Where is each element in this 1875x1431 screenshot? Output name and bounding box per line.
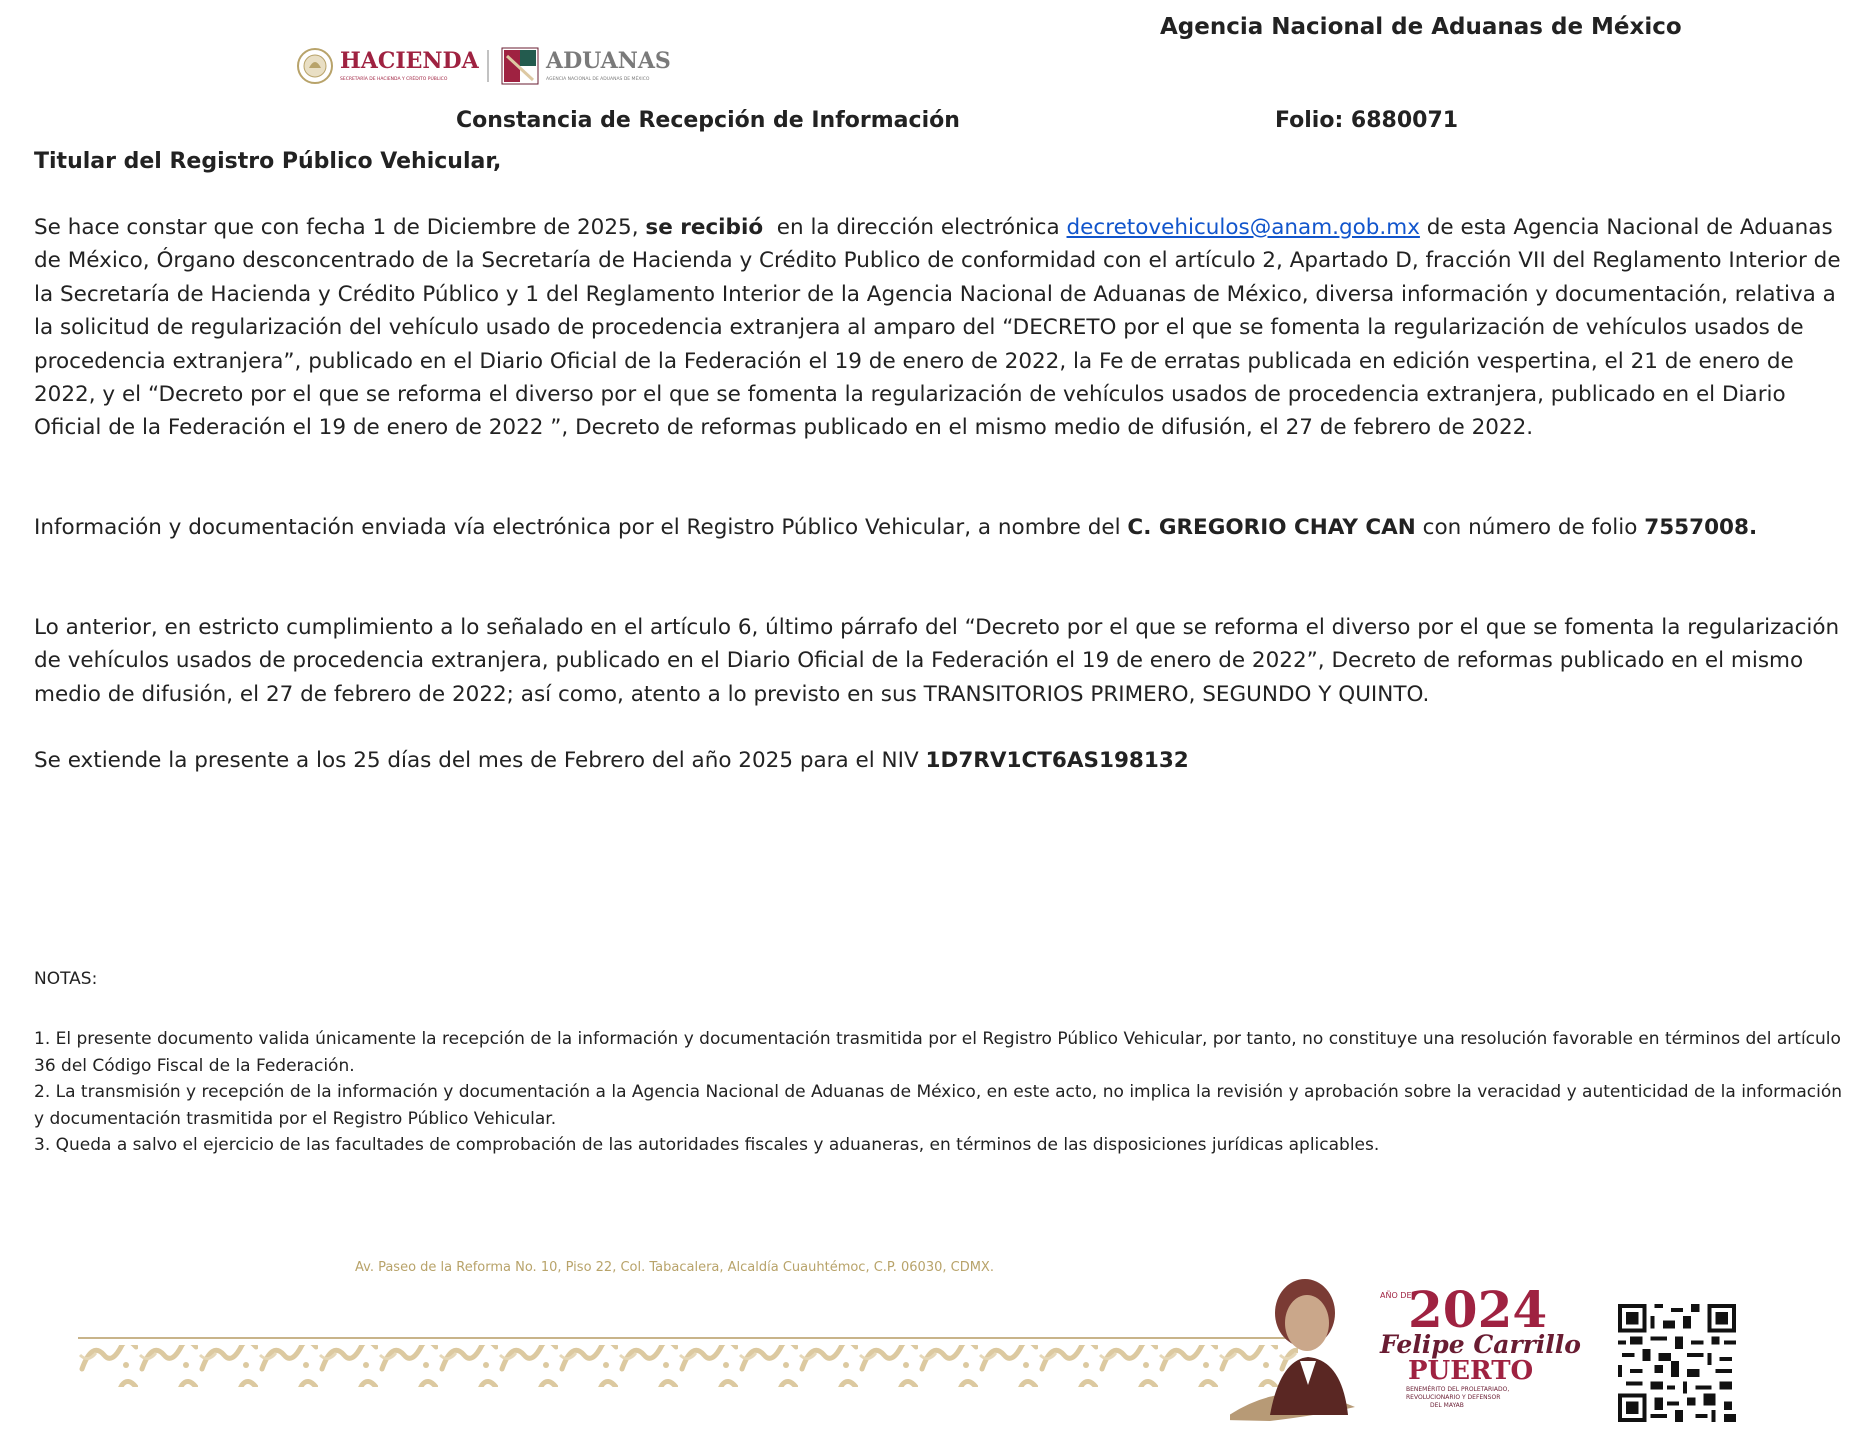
para4-text-1: Se extiende la presente a los 25 días del mes de Febrero del año 2025 para el NIV <box>34 748 926 773</box>
registry-folio: 7557008. <box>1644 515 1758 540</box>
year-2024: 2024 <box>1408 1280 1548 1339</box>
addressee: Titular del Registro Público Vehicular, <box>34 149 502 174</box>
logo-aduanas-subtitle: AGENCIA NACIONAL DE ADUANAS DE MÉXICO <box>546 77 650 82</box>
email-link[interactable]: decretovehiculos@anam.gob.mx <box>1066 215 1420 240</box>
para1-text-3: de esta Agencia Nacional de Aduanas de México, Órgano desconcentrado de la Secretaría de Hacienda y Crédito Publico de conformidad con el artículo 2, Apartado D, fracción VII del Reglamento Interior de la Secretaría de Hacienda y Crédito Público y 1 del Reglamento Interior de la Agencia Nacional de Aduanas de México, diversa información y documentación, relativa a la solicitud de regularización del vehículo usado de procedencia extranjera al amparo del “DECRETO por el que se fomenta la regularización de vehículos usados de procedencia extranjera”, publicado en el Diario Oficial de la Federación el 19 de enero de 2022, la Fe de erratas publicada en edición vespertina, el 21 de enero de 2022, y el “Decreto por el que se reforma el diverso por el que se fomenta la regularización de vehículos usados de procedencia extranjera, publicado en el Diario Oficial de la Federación el 19 de enero de 2022 ”, Decreto de reformas publicado en el mismo medio de difusión, el 27 de febrero de 2022. <box>34 215 1841 441</box>
banner-sub-3: DEL MAYAB <box>1430 1402 1464 1409</box>
logo-hacienda-text: HACIENDA <box>340 48 479 74</box>
year-prefix: AÑO DE <box>1380 1291 1412 1300</box>
paragraph-sender <box>34 511 1846 544</box>
banner-sub-1: BENEMÉRITO DEL PROLETARIADO, <box>1406 1386 1510 1393</box>
qr-code-icon[interactable] <box>1618 1304 1736 1422</box>
para2-text-2: con número de folio <box>1415 515 1645 540</box>
paragraph-receipt <box>34 211 1846 445</box>
logo-aduanas-text: ADUANAS <box>546 48 671 74</box>
para1-text-1: Se hace constar que con fecha 1 de Diciembre de 2025, <box>34 215 646 240</box>
portrait-illustration-icon <box>1230 1279 1355 1421</box>
para1-bold-received: se recibió <box>645 215 764 240</box>
paragraph-issuance <box>34 744 1846 777</box>
para1-text-2: en la dirección electrónica <box>763 215 1067 240</box>
decorative-footer-band <box>78 1335 1298 1393</box>
felipe-carrillo-puerto-banner <box>1230 1265 1610 1425</box>
header-logos <box>295 46 675 86</box>
note-item: 2. La transmisión y recepción de la información y documentación a la Agencia Nacional de Aduanas de México, en este acto, no implica la revisión y aprobación sobre la veracidad y autenticidad de la información y documentación trasmitida por el Registro Público Vehicular. <box>34 1082 1843 1129</box>
vin-number: 1D7RV1CT6AS198132 <box>925 748 1189 773</box>
banner-name-1: Felipe Carrillo <box>1380 1330 1581 1359</box>
document-title: Constancia de Recepción de Información <box>456 108 960 133</box>
logo-hacienda-subtitle: SECRETARÍA DE HACIENDA Y CRÉDITO PÚBLICO <box>340 77 448 82</box>
applicant-name: C. GREGORIO CHAY CAN <box>1127 515 1416 540</box>
banner-sub-2: REVOLUCIONARIO Y DEFENSOR <box>1406 1394 1501 1401</box>
banner-name-2: PUERTO <box>1408 1356 1534 1386</box>
escudo-nacional-icon <box>298 49 332 83</box>
footer-address: Av. Paseo de la Reforma No. 10, Piso 22, Col. Tabacalera, Alcaldía Cuauhtémoc, C.P. 06030, CDMX. <box>355 1260 994 1275</box>
paragraph-compliance: Lo anterior, en estricto cumplimiento a lo señalado en el artículo 6, último párrafo del “Decreto por el que se reforma el diverso por el que se fomenta la regularización de vehículos usados de procedencia extranjera, publicado en el Diario Oficial de la Federación el 19 de enero de 2022”, Decreto de reformas publicado en el mismo medio de difusión, el 27 de febrero de 2022; así como, atento a lo previsto en sus TRANSITORIOS PRIMERO, SEGUNDO Y QUINTO. <box>34 615 1840 707</box>
note-item: 3. Queda a salvo el ejercicio de las facultades de comprobación de las autoridades fiscales y aduaneras, en términos de las disposiciones jurídicas aplicables. <box>34 1135 1380 1155</box>
agency-title: Agencia Nacional de Aduanas de México <box>1160 14 1682 40</box>
notes-title: NOTAS: <box>34 969 98 989</box>
para2-text-1: Información y documentación enviada vía electrónica por el Registro Público Vehicular, a nombre del <box>34 515 1128 540</box>
folio-number: Folio: 6880071 <box>1275 108 1459 133</box>
note-item: 1. El presente documento valida únicamente la recepción de la información y documentación trasmitida por el Registro Público Vehicular, por tanto, no constituye una resolución favorable en términos del artículo 36 del Código Fiscal de la Federación. <box>34 1029 1841 1076</box>
notes-list <box>34 1026 1854 1159</box>
aduanas-logo-icon <box>502 48 538 84</box>
